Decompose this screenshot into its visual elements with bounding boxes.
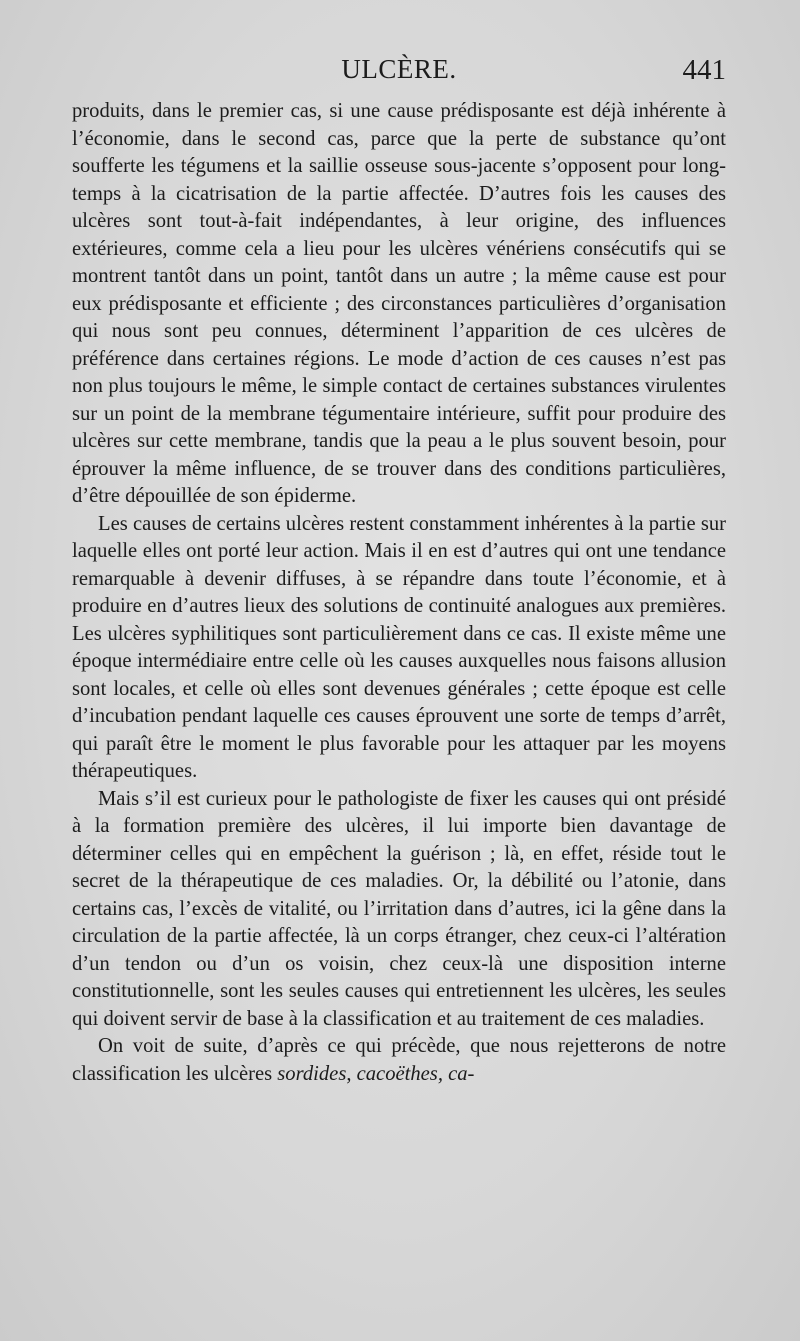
italic-term-cacoethes: cacoëthes [356,1062,438,1085]
paragraph-causes-inherentes: Les causes de certains ulcères restent constamment inhérentes à la partie sur laquelle elles ont porté leur action. Mais il en est d’autres qui ont une tendance remarquable à devenir diffuses, à se répandre dans toute l’économie, et à produire en d’autres lieux des solutions de continuité analogues aux premières. Les ulcères syphilitiques sont particulièrement dans ce cas. Il existe même une époque intermédiaire entre celle où les causes auxquelles nous faisons allusion sont locales, et celle où elles sont devenues générales ; cette époque est celle d’incubation pendant laquelle ces causes éprouvent une sorte de temps d’arrêt, qui paraît être le moment le plus favorable pour les attaquer par les moyens thérapeutiques. [72,512,726,782]
paragraph-guerison: Mais s’il est curieux pour le pathologiste de fixer les causes qui ont présidé à la formation première des ulcères, il lui importe bien davantage de déterminer celles qui en empêchent la guérison ; là, en effet, réside tout le secret de la thérapeutique de ces maladies. Or, la débilité ou l’atonie, dans certains cas, l’excès de vitalité, ou l’irritation dans d’autres, ici la gêne dans la circulation de la partie affectée, là un corps étranger, chez ceux-ci l’altération d’un tendon ou d’un os voisin, chez ceux-là une disposition interne constitutionnelle, sont les seules causes qui entretiennent les ulcères, les seules qui doivent servir de base à la classification et au traitement de ces maladies. [72,787,726,1030]
italic-separator: , [346,1062,357,1085]
body-text [72,98,726,1088]
page-number: 441 [682,54,726,86]
paragraph-classification-tail: , ca- [437,1062,475,1085]
paragraph-continued: produits, dans le premier cas, si une cause prédisposante est déjà inhérente à l’économie, dans le second cas, parce que la perte de substance qu’ont soufferte les tégumens et la saillie osseuse sous-jacente s’opposent pour long-temps à la cicatrisation de la partie affectée. D’autres fois les causes des ulcères sont tout-à-fait indépendantes, à leur origine, des influences extérieures, comme cela a lieu pour les ulcères vénériens consécutifs qui se montrent tantôt dans un point, tantôt dans un autre ; la même cause est pour eux prédisposante et efficiente ; des circonstances particulières d’organisation qui nous sont peu connues, déterminent l’apparition de ces ulcères de préférence dans certaines régions. Le mode d’action de ces causes n’est pas non plus toujours le même, le simple contact de certaines substances virulentes sur un point de la membrane tégumentaire intérieure, suffit pour produire des ulcères sur cette membrane, tandis que la peau a le plus souvent besoin, pour éprouver la même influence, de se trouver dans des conditions particulières, d’être dépouillée de son épiderme. [72,100,726,507]
running-title: ULCÈRE. [341,54,457,84]
page-header [74,54,724,90]
paragraph-classification [72,1033,726,1088]
paragraph-classification-text: On voit de suite, d’après ce qui précède, que nous rejetterons de notre classification les ulcères [72,1035,726,1085]
italic-term-sordides: sordides [277,1062,347,1085]
